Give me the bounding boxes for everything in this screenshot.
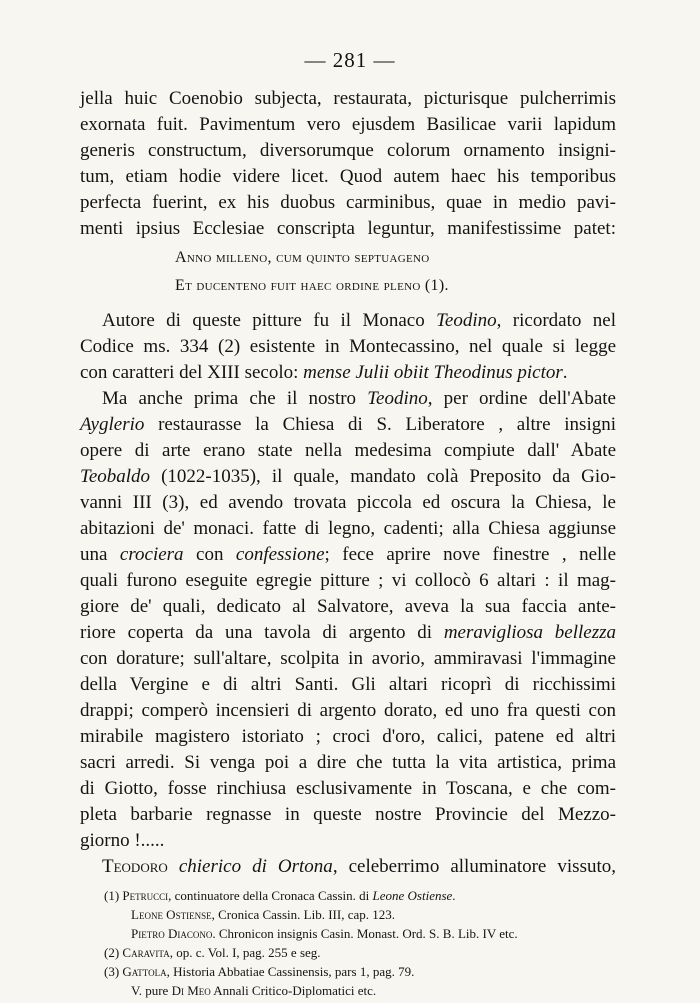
text-line: riore coperta da una tavola di argento di meravigliosa bellezza — [80, 622, 616, 643]
text-line: con dorature; sull'altare, scolpita in avorio, ammiravasi l'immagine — [80, 648, 616, 669]
text-line: di Giotto, fosse rinchiusa esclusivamente in Toscana, e che com- — [80, 778, 616, 799]
text-line: jella huic Coenobio subjecta, restaurata, picturisque pulcherrimis — [80, 88, 616, 109]
text-line: della Vergine e di altri Santi. Gli altari ricoprì di ricchissimi — [80, 674, 616, 695]
text-line: Codice ms. 334 (2) esistente in Montecassino, nel quale si legge — [80, 336, 616, 357]
text-line: perfecta fuerint, ex his duobus carminibus, quae in medio pavi- — [80, 192, 616, 213]
footnote-2: (2) Caravita, op. c. Vol. I, pag. 255 e seg. — [104, 945, 321, 960]
text-line: Ma anche prima che il nostro Teodino, per ordine dell'Abate — [102, 388, 616, 409]
text-line: giore de' quali, dedicato al Salvatore, aveva la sua faccia ante- — [80, 596, 616, 617]
text-line: abitazioni de' monaci. fatte di legno, cadenti; alla Chiesa aggiunse — [80, 518, 616, 539]
text-line: con caratteri del XIII secolo: mense Julii obiit Theodinus pictor. — [80, 362, 568, 383]
text-line: sacri arredi. Si venga poi a dire che tutta la vita artistica, prima — [80, 752, 616, 773]
text-line: exornata fuit. Pavimentum vero ejusdem Basilicae varii lapidum — [80, 114, 616, 135]
text-line: Teobaldo (1022-1035), il quale, mandato colà Preposito da Gio- — [80, 466, 616, 487]
text-line: giorno !..... — [80, 830, 165, 851]
footnotes — [104, 886, 624, 1000]
paragraph-teobaldo — [80, 386, 616, 854]
verse-inscription — [175, 244, 555, 300]
text-line: menti ipsius Ecclesiae conscripta leguntur, manifestissime patet: — [80, 218, 616, 239]
text-line: vanni III (3), ed avendo trovata piccola ed oscura la Chiesa, le — [80, 492, 616, 513]
footnote-3: (3) Gattola, Historia Abbatiae Cassinensis, pars 1, pag. 79. — [104, 964, 415, 979]
text-line: mirabile magistero istoriato ; croci d'oro, calici, patene ed altri — [80, 726, 616, 747]
footnote-1: (1) Petrucci, continuatore della Cronaca Cassin. di Leone Ostiense. — [104, 888, 456, 903]
text-line: Teodoro chierico di Ortona, celeberrimo alluminatore vissuto, — [102, 856, 616, 877]
paragraph-latin — [80, 86, 616, 242]
verse-line-2: Et ducenteno fuit haec ordine pleno (1). — [175, 277, 449, 294]
text-line: Autore di queste pitture fu il Monaco Teodino, ricordato nel — [102, 310, 616, 331]
page-number: — 281 — — [304, 48, 396, 72]
verse-line-1: Anno milleno, cum quinto septuageno — [175, 249, 430, 266]
text-line: generis constructum, diversorumque colorum ornamento insigni- — [80, 140, 616, 161]
text-line: drappi; comperò incensieri di argento dorato, ed uno fra questi con — [80, 700, 616, 721]
text-line: tum, etiam hodie videre licet. Quod autem haec his temporibus — [80, 166, 616, 187]
paragraph-teodoro — [80, 854, 616, 880]
text-line: quali furono eseguite egregie pitture ; vi collocò 6 altari : il mag- — [80, 570, 616, 591]
text-line: opere di arte erano state nella medesima compiute dall' Abate — [80, 440, 616, 461]
footnote-1-line-2: Leone Ostiense, Cronica Cassin. Lib. III, cap. 123. — [131, 907, 395, 922]
footnote-1-line-3: Pietro Diacono. Chronicon insignis Casin. Monast. Ord. S. B. Lib. IV etc. — [131, 926, 518, 941]
text-line: pleta barbarie regnasse in queste nostre Provincie del Mezzo- — [80, 804, 616, 825]
text-line: una crociera con confessione; fece aprire nove finestre , nelle — [80, 544, 616, 565]
paragraph-teodino — [80, 308, 616, 386]
footnote-3-line-2: V. pure Di Meo Annali Critico-Diplomatici etc. — [131, 983, 377, 998]
text-line: Ayglerio restaurasse la Chiesa di S. Liberatore , altre insigni — [80, 414, 616, 435]
